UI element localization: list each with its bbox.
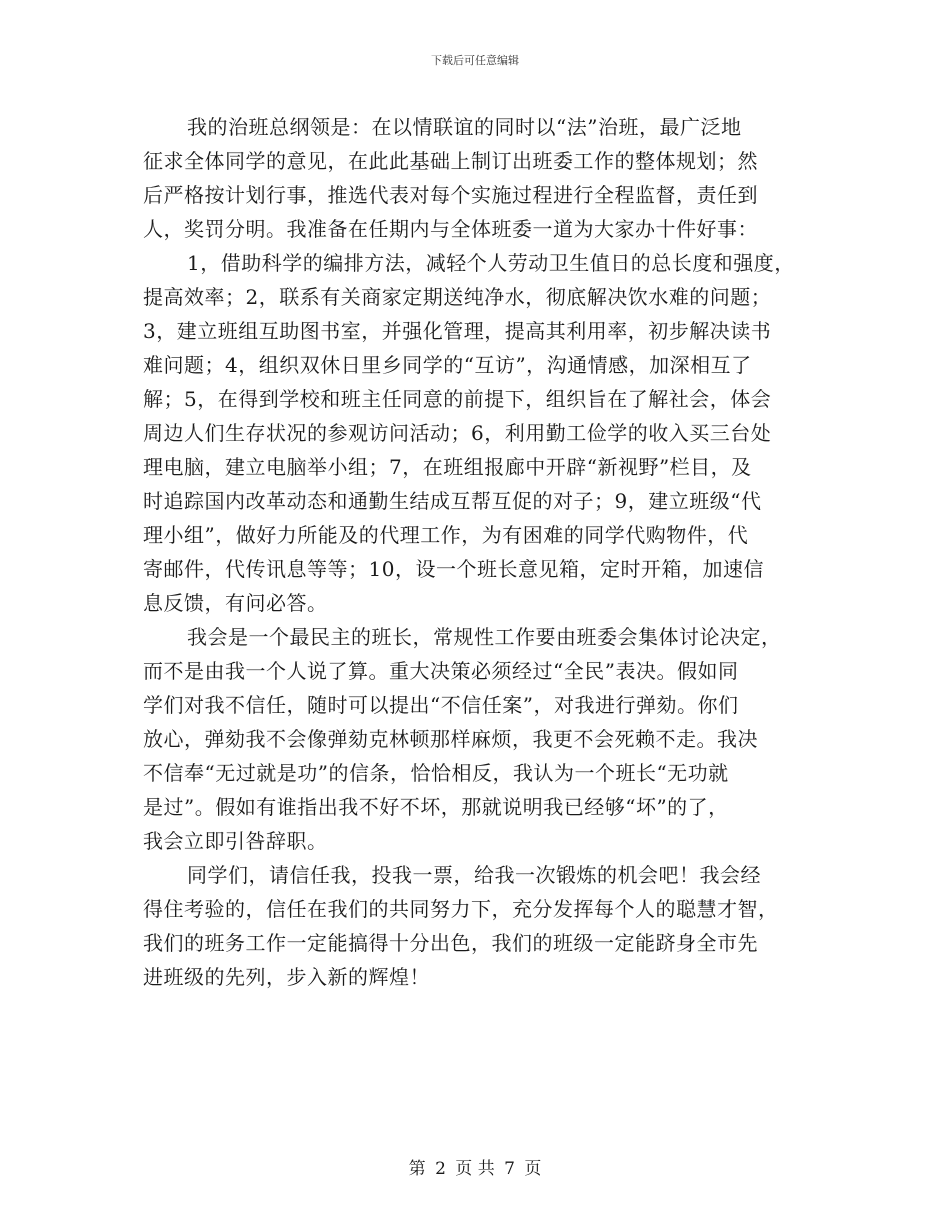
page-footer bbox=[0, 1154, 950, 1179]
body-line: 息反馈，有问必答。 bbox=[143, 591, 328, 615]
body-line: 得住考验的，信任在我们的共同努力下，充分发挥每个人的聪慧才智， bbox=[143, 897, 779, 921]
body-line: 周边人们生存状况的参观访问活动；6，利用勤工俭学的收入买三台处 bbox=[143, 421, 772, 445]
body-line: 同学们，请信任我，投我一票，给我一次锻炼的机会吧！我会经 bbox=[187, 863, 761, 887]
body-line: 我们的班务工作一定能搞得十分出色，我们的班级一定能跻身全市先 bbox=[143, 931, 758, 955]
body-line: 后严格按计划行事，推选代表对每个实施过程进行全程监督，责任到 bbox=[143, 183, 758, 207]
body-line: 放心，弹劾我不会像弹劾克林顿那样麻烦，我更不会死赖不走。我决 bbox=[143, 727, 758, 751]
body-line: 我会立即引咎辞职。 bbox=[143, 829, 328, 853]
body-line: 1，借助科学的编排方法，减轻个人劳动卫生值日的总长度和强度， bbox=[187, 251, 795, 275]
body-line: 理小组”，做好力所能及的代理工作，为有困难的同学代购物件，代 bbox=[143, 523, 749, 547]
page-header: 下载后可任意编辑 bbox=[431, 54, 519, 67]
body-line: 不信奉“无过就是功”的信条，恰恰相反，我认为一个班长“无功就 bbox=[143, 761, 729, 785]
footer-suffix: 页 bbox=[524, 1159, 542, 1179]
body-line: 理电脑，建立电脑举小组；7，在班组报廊中开辟“新视野”栏目，及 bbox=[143, 455, 752, 479]
body-line: 学们对我不信任，随时可以提出“不信任案”，对我进行弹劾。你们 bbox=[143, 693, 739, 717]
body-line: 难问题；4，组织双休日里乡同学的“互访”，沟通情感，加深相互了 bbox=[143, 353, 752, 377]
total-page-count: 7 bbox=[504, 1159, 515, 1179]
footer-prefix: 第 bbox=[408, 1159, 426, 1179]
body-line: 而不是由我一个人说了算。重大决策必须经过“全民”表决。假如同 bbox=[143, 659, 739, 683]
body-line: 是过”。假如有谁指出我不好不坏，那就说明我已经够“坏”的了， bbox=[143, 795, 729, 819]
body-line: 时追踪国内改革动态和通勤生结成互帮互促的对子；9，建立班级“代 bbox=[143, 489, 762, 513]
body-line: 进班级的先列，步入新的辉煌！ bbox=[143, 965, 430, 989]
body-line: 寄邮件，代传讯息等等；10，设一个班长意见箱，定时开箱，加速信 bbox=[143, 557, 764, 581]
body-line: 我会是一个最民主的班长，常规性工作要由班委会集体讨论决定， bbox=[187, 625, 782, 649]
document-body bbox=[143, 110, 823, 994]
current-page-number: 2 bbox=[435, 1159, 446, 1179]
body-line: 提高效率；2，联系有关商家定期送纯净水，彻底解决饮水难的问题； bbox=[143, 285, 772, 309]
body-line: 征求全体同学的意见，在此此基础上制订出班委工作的整体规划；然 bbox=[143, 149, 758, 173]
body-line: 3，建立班组互助图书室，并强化管理，提高其利用率，初步解决读书 bbox=[143, 319, 772, 343]
body-line: 解；5，在得到学校和班主任同意的前提下，组织旨在了解社会，体会 bbox=[143, 387, 772, 411]
footer-middle: 页 共 bbox=[455, 1159, 495, 1179]
body-line: 我的治班总纲领是：在以情联谊的同时以“法”治班，最广泛地 bbox=[187, 115, 742, 139]
body-line: 人，奖罚分明。我准备在任期内与全体班委一道为大家办十件好事： bbox=[143, 217, 758, 241]
